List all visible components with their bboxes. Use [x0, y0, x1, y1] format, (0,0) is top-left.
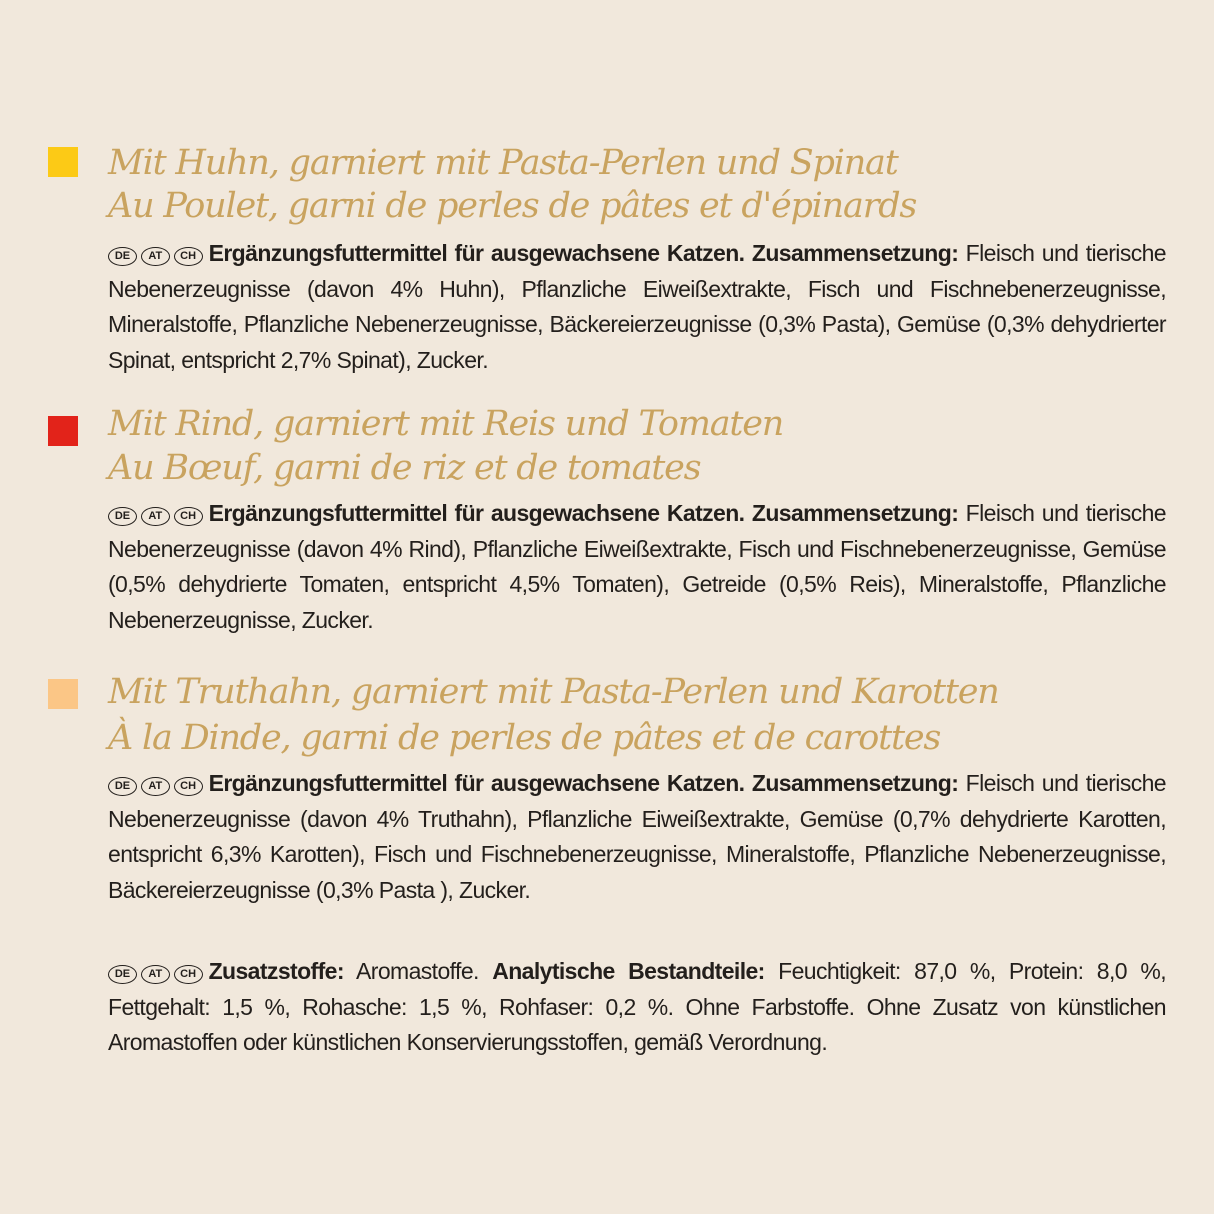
title-fr: À la Dinde, garni de perles de pâtes et de carottes [108, 718, 941, 758]
title-fr: Au Poulet, garni de perles de pâtes et d'épinards [108, 186, 917, 226]
composition-body: Fleisch und tierische Nebenerzeugnisse (davon 4% Huhn), Pflanzliche Eiweißextrakte, Fisch und Fischnebenerzeugnisse, Mineralstoffe, Pflanzliche Nebenerzeugnisse, Bäckereierzeugnisse (0,3% Pasta), Gemüse (0,3% dehydrierter Spinat, entspricht 2,7% Spinat), Zucker. [108, 240, 1167, 373]
color-swatch-peach [48, 679, 78, 709]
additives-body: Aromastoffe. [343, 958, 493, 984]
country-badge-ch: CH [174, 777, 203, 796]
country-badge-at: AT [141, 965, 170, 984]
composition-body: Fleisch und tierische Nebenerzeugnisse (davon 4% Rind), Pflanzliche Eiweißextrakte, Fisch und Fischnebenerzeugnisse, Gemüse (0,5% dehydrierte Tomaten, entspricht 4,5% Tomaten), Getreide (0,5% Reis), Mineralstoffe, Pflanzliche Nebenerzeugnisse, Zucker. [108, 500, 1167, 633]
analytical-lead: Analytische Bestandteile: [492, 958, 765, 984]
country-badge-at: AT [141, 247, 170, 266]
composition-text [108, 494, 1166, 638]
country-badge-ch: CH [174, 965, 203, 984]
country-flags [108, 952, 201, 988]
country-badge-de: DE [108, 507, 137, 526]
country-flags [108, 764, 201, 800]
composition-lead: Ergänzungsfuttermittel für ausgewachsene Katzen. Zusammensetzung: [208, 770, 959, 796]
composition-text [108, 764, 1166, 908]
country-badge-at: AT [141, 777, 170, 796]
composition-lead: Ergänzungsfuttermittel für ausgewachsene Katzen. Zusammensetzung: [208, 500, 959, 526]
country-badge-de: DE [108, 247, 137, 266]
additives-text [108, 952, 1166, 1061]
title-de: Mit Rind, garniert mit Reis und Tomaten [108, 404, 784, 444]
title-de: Mit Truthahn, garniert mit Pasta-Perlen und Karotten [108, 672, 999, 712]
composition-lead: Ergänzungsfuttermittel für ausgewachsene Katzen. Zusammensetzung: [208, 240, 959, 266]
color-swatch-yellow [48, 147, 78, 177]
additives-lead: Zusatzstoffe: [208, 958, 344, 984]
composition-text [108, 234, 1166, 378]
country-badge-ch: CH [174, 247, 203, 266]
country-badge-ch: CH [174, 507, 203, 526]
title-fr: Au Bœuf, garni de riz et de tomates [108, 448, 701, 488]
country-flags [108, 234, 201, 270]
color-swatch-red [48, 416, 78, 446]
country-badge-de: DE [108, 777, 137, 796]
country-flags [108, 494, 201, 530]
country-badge-at: AT [141, 507, 170, 526]
country-badge-de: DE [108, 965, 137, 984]
title-de: Mit Huhn, garniert mit Pasta-Perlen und Spinat [108, 143, 898, 183]
composition-body: Fleisch und tierische Nebenerzeugnisse (davon 4% Truthahn), Pflanzliche Eiweißextrakte, Gemüse (0,7% dehydrierte Karotten, entspricht 6,3% Karotten), Fisch und Fischnebenerzeugnisse, Mineralstoffe, Pflanzliche Nebenerzeugnisse, Bäckereierzeugnisse (0,3% Pasta ), Zucker. [108, 770, 1167, 903]
analytical-body: Feuchtigkeit: 87,0 %, Protein: 8,0 %, Fettgehalt: 1,5 %, Rohasche: 1,5 %, Rohfaser: 0,2 %. Ohne Farbstoffe. Ohne Zusatz von künstlichen Aromastoffen oder künstlichen Konservierungsstoffen, gemäß Verordnung. [108, 958, 1166, 1055]
